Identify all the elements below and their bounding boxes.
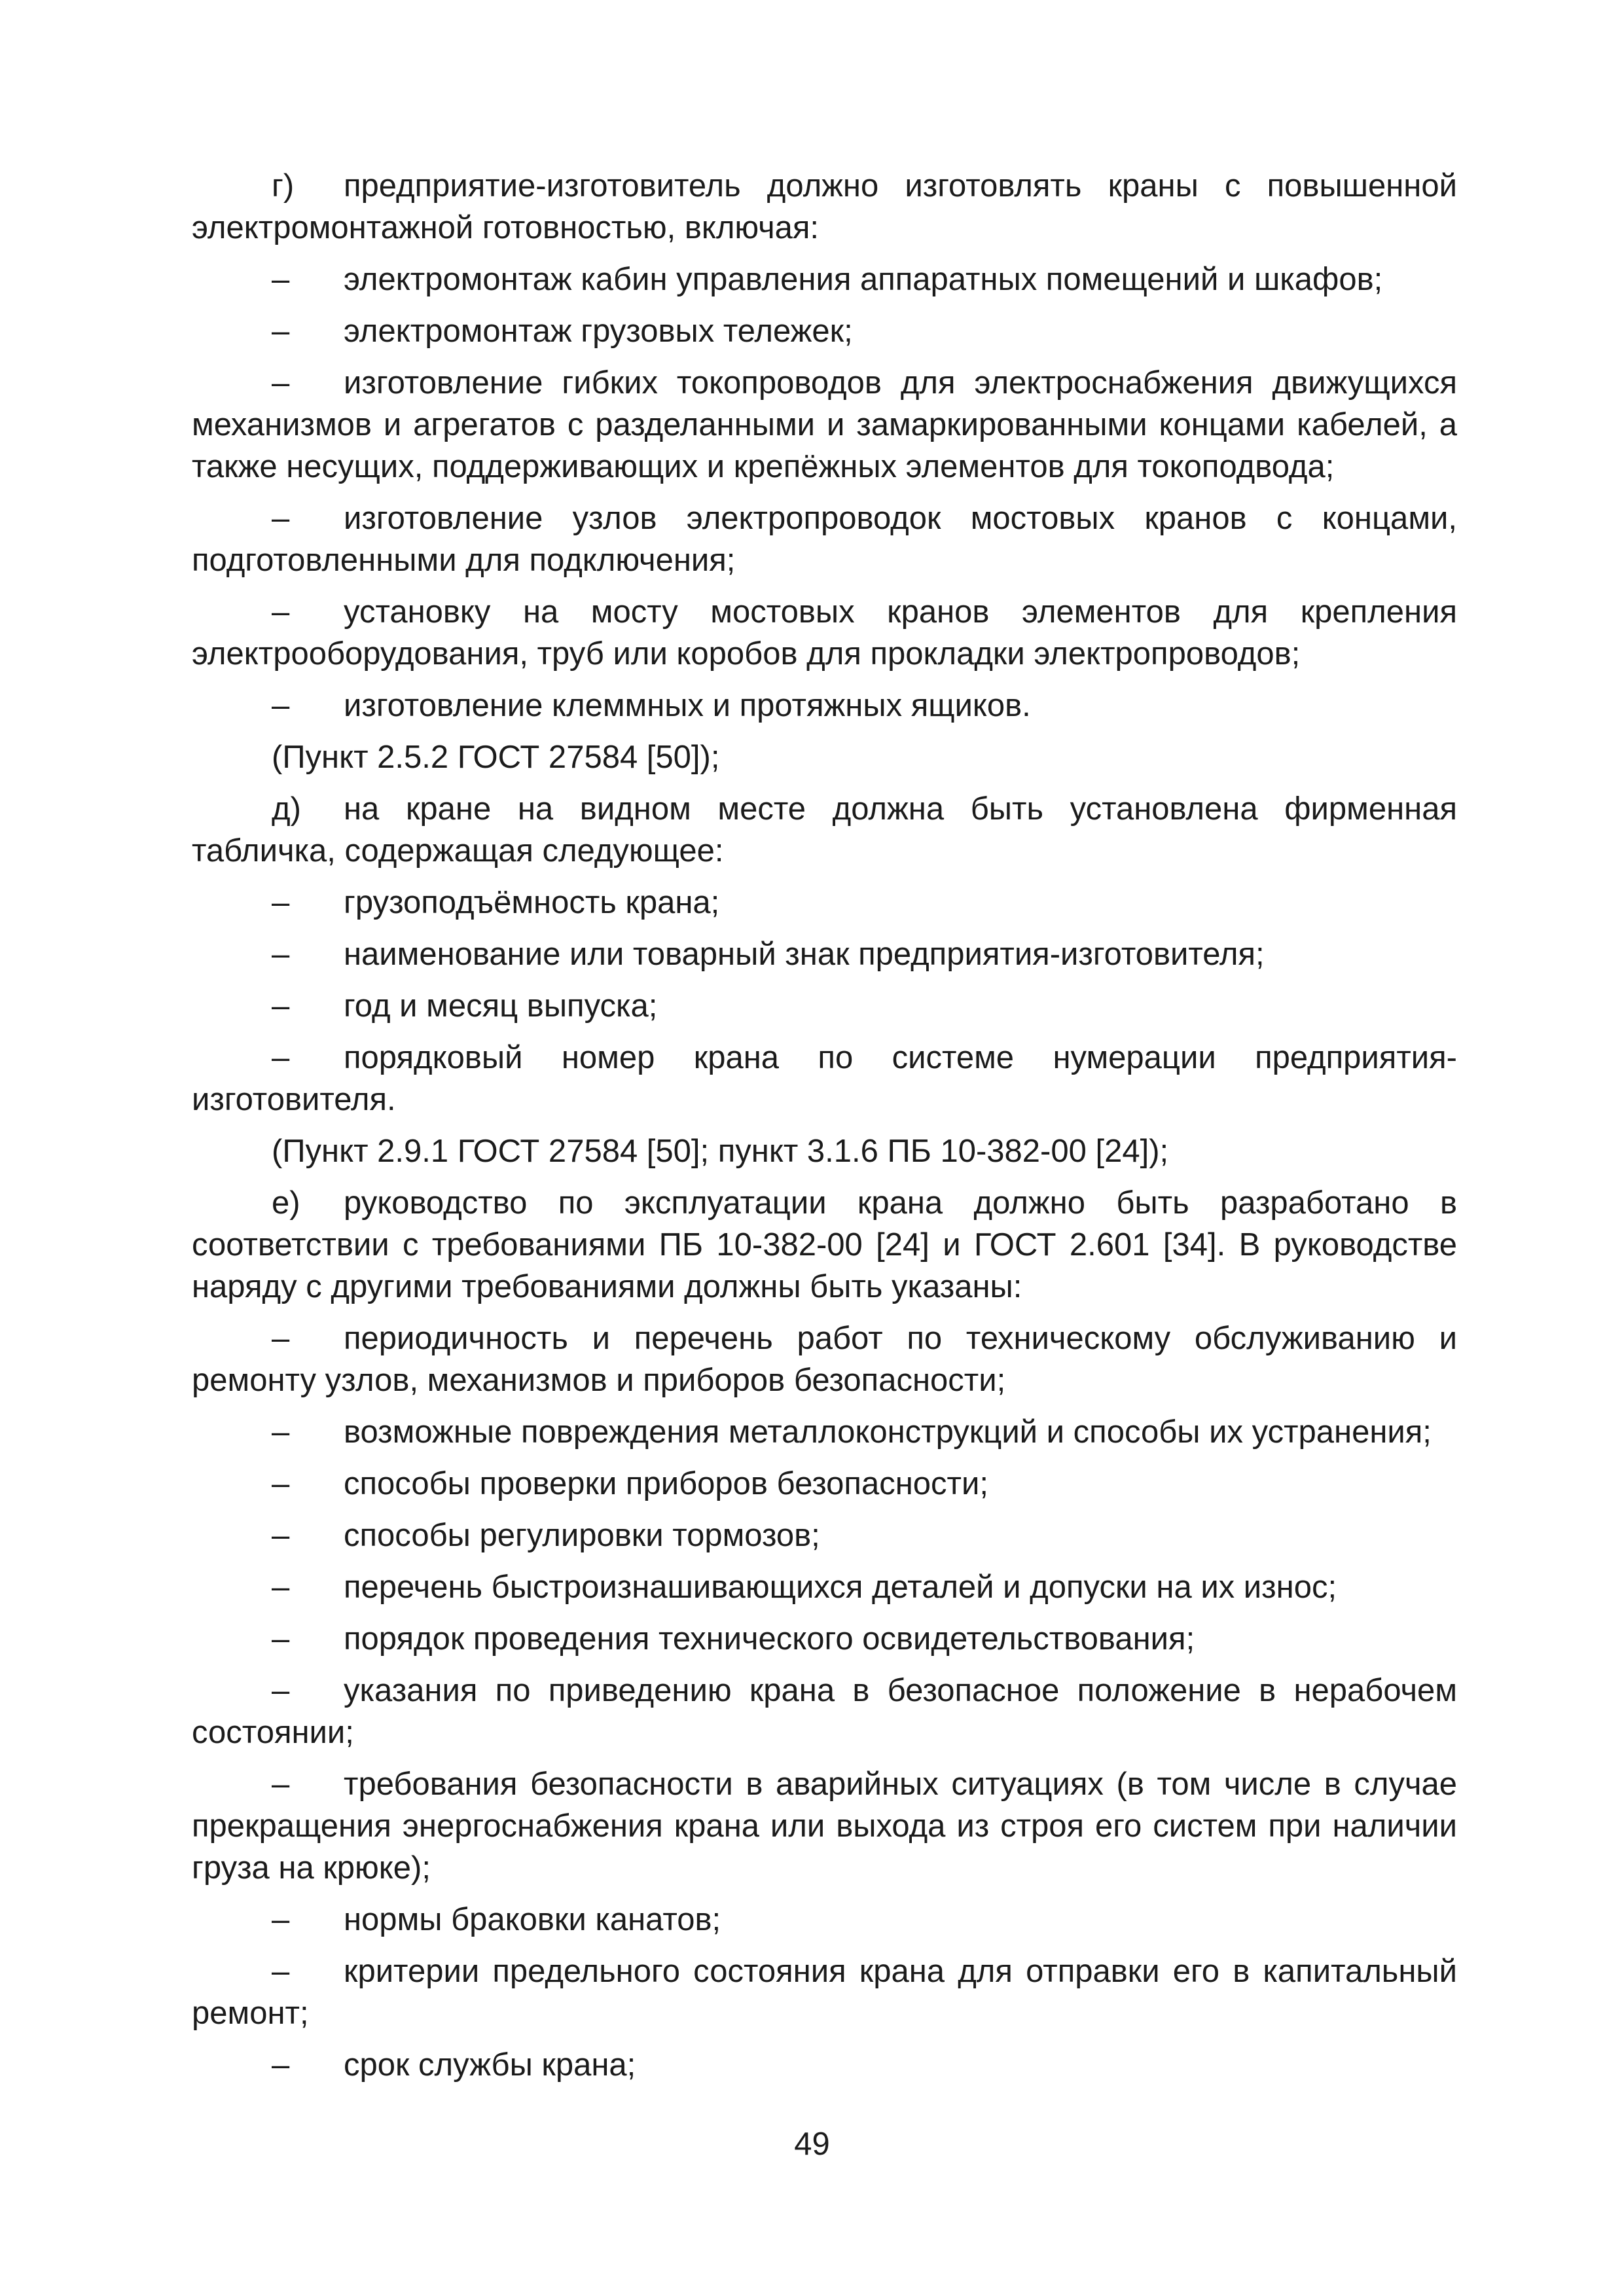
dash-marker: – bbox=[272, 1466, 290, 1501]
item-e-paragraph bbox=[192, 1182, 1457, 1308]
list-item-text: установку на мосту мостовых кранов элементов для крепления электрооборудования, труб или коробов для прокладки электропроводов; bbox=[192, 594, 1457, 672]
item-g-paragraph bbox=[192, 165, 1457, 249]
list-item bbox=[192, 259, 1457, 300]
dash-marker: – bbox=[272, 1040, 290, 1075]
list-item-text: наименование или товарный знак предприятия-изготовителя; bbox=[344, 937, 1265, 972]
dash-marker: – bbox=[272, 1767, 290, 1802]
dash-marker: – bbox=[272, 885, 290, 920]
list-item-text: перечень быстроизнашивающихся деталей и допуски на их износ; bbox=[344, 1570, 1337, 1605]
dash-marker: – bbox=[272, 1321, 290, 1356]
list-item bbox=[192, 1037, 1457, 1121]
list-item-text: требования безопасности в аварийных ситуациях (в том числе в случае прекращения энергоснабжения крана или выхода из строя его систем при наличии груза на крюке); bbox=[192, 1767, 1457, 1886]
list-item bbox=[192, 1670, 1457, 1753]
reference-g: (Пункт 2.5.2 ГОСТ 27584 [50]); bbox=[272, 740, 720, 775]
dash-marker: – bbox=[272, 1673, 290, 1708]
list-item bbox=[192, 1763, 1457, 1889]
list-item-text: грузоподъёмность крана; bbox=[344, 885, 720, 920]
item-g-text: предприятие-изготовитель должно изготовлять краны с повышенной электромонтажной готовностью, включая: bbox=[192, 168, 1457, 245]
list-item bbox=[192, 1566, 1457, 1608]
list-item-text: нормы браковки канатов; bbox=[344, 1902, 721, 1937]
dash-marker: – bbox=[272, 688, 290, 723]
list-item bbox=[192, 1950, 1457, 2034]
list-item bbox=[192, 1318, 1457, 1401]
list-item bbox=[192, 685, 1457, 726]
reference-d: (Пункт 2.9.1 ГОСТ 27584 [50]; пункт 3.1.6 ПБ 10-382-00 [24]); bbox=[272, 1134, 1169, 1169]
list-item bbox=[192, 497, 1457, 581]
list-item-text: способы регулировки тормозов; bbox=[344, 1518, 820, 1553]
list-item-text: возможные повреждения металлоконструкций и способы их устранения; bbox=[344, 1414, 1432, 1450]
list-item-text: электромонтаж грузовых тележек; bbox=[344, 314, 853, 349]
item-d-paragraph bbox=[192, 788, 1457, 872]
list-item bbox=[192, 591, 1457, 675]
list-item-text: электромонтаж кабин управления аппаратных помещений и шкафов; bbox=[344, 262, 1383, 297]
list-item-text: критерии предельного состояния крана для отправки его в капитальный ремонт; bbox=[192, 1954, 1457, 2031]
list-item bbox=[192, 1515, 1457, 1556]
list-item bbox=[192, 310, 1457, 352]
list-item-text: изготовление клеммных и протяжных ящиков. bbox=[344, 688, 1031, 723]
dash-marker: – bbox=[272, 1518, 290, 1553]
dash-marker: – bbox=[272, 937, 290, 972]
list-item bbox=[192, 1463, 1457, 1505]
dash-marker: – bbox=[272, 314, 290, 349]
list-item-text: год и месяц выпуска; bbox=[344, 988, 658, 1024]
dash-marker: – bbox=[272, 1902, 290, 1937]
list-item-text: изготовление гибких токопроводов для электроснабжения движущихся механизмов и агрегатов с разделанными и замаркированными концами кабелей, а также несущих, поддерживающих и крепёжных элементов для токоподвода; bbox=[192, 365, 1457, 484]
list-item bbox=[192, 1411, 1457, 1453]
item-g-marker: г) bbox=[272, 168, 295, 204]
dash-marker: – bbox=[272, 365, 290, 401]
list-item bbox=[192, 882, 1457, 924]
item-e-text: руководство по эксплуатации крана должно быть разработано в соответствии с требованиями ПБ 10-382-00 [24] и ГОСТ 2.601 [34]. В руководстве наряду с другими требованиями должны быть указаны: bbox=[192, 1185, 1457, 1304]
dash-marker: – bbox=[272, 2047, 290, 2083]
dash-marker: – bbox=[272, 1621, 290, 1657]
item-e-marker: е) bbox=[272, 1185, 300, 1221]
dash-marker: – bbox=[272, 1954, 290, 1989]
dash-marker: – bbox=[272, 988, 290, 1024]
dash-marker: – bbox=[272, 501, 290, 536]
dash-marker: – bbox=[272, 594, 290, 630]
document-body bbox=[192, 165, 1457, 2096]
list-item-text: срок службы крана; bbox=[344, 2047, 636, 2083]
dash-marker: – bbox=[272, 1414, 290, 1450]
list-item bbox=[192, 933, 1457, 975]
list-item-text: порядок проведения технического освидетельствования; bbox=[344, 1621, 1195, 1657]
list-item bbox=[192, 2044, 1457, 2086]
list-item-text: периодичность и перечень работ по техническому обслуживанию и ремонту узлов, механизмов и приборов безопасности; bbox=[192, 1321, 1457, 1398]
item-d-marker: д) bbox=[272, 791, 301, 827]
list-item-text: порядковый номер крана по системе нумерации предприятия-изготовителя. bbox=[192, 1040, 1457, 1117]
item-d-text: на кране на видном месте должна быть установлена фирменная табличка, содержащая следующее: bbox=[192, 791, 1457, 869]
list-item bbox=[192, 1618, 1457, 1660]
list-item bbox=[192, 985, 1457, 1027]
page-number: 49 bbox=[794, 2126, 830, 2162]
dash-marker: – bbox=[272, 1570, 290, 1605]
list-item bbox=[192, 362, 1457, 488]
list-item-text: указания по приведению крана в безопасное положение в нерабочем состоянии; bbox=[192, 1673, 1457, 1750]
list-item bbox=[192, 1899, 1457, 1941]
list-item-text: способы проверки приборов безопасности; bbox=[344, 1466, 988, 1501]
dash-marker: – bbox=[272, 262, 290, 297]
list-item-text: изготовление узлов электропроводок мостовых кранов с концами, подготовленными для подключения; bbox=[192, 501, 1457, 578]
